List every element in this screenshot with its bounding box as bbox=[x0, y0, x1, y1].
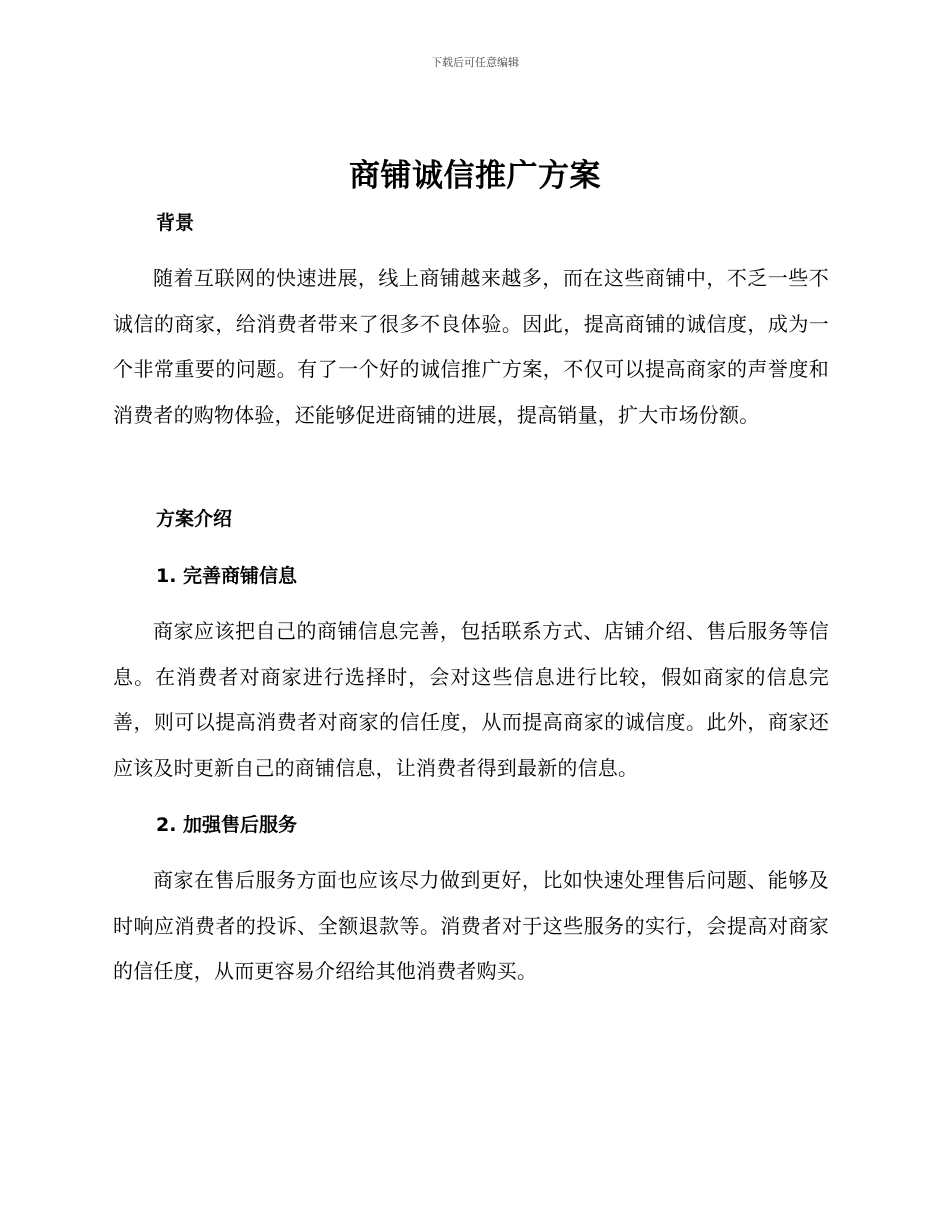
document-title: 商铺诚信推广方案 bbox=[349, 158, 601, 194]
section-heading-background: 背景 bbox=[156, 212, 195, 234]
section-heading-item-2: 2. 加强售后服务 bbox=[156, 814, 298, 836]
paragraph-background: 随着互联网的快速进展，线上商铺越来越多，而在这些商铺中，不乏一些不诚信的商家，给消费者带来了很多不良体验。因此，提高商铺的诚信度，成为一个非常重要的问题。有了一个好的诚信推广方案，不仅可以提高商家的声誉度和消费者的购物体验，还能够促进商铺的进展，提高销量，扩大市场份额。 bbox=[113, 266, 829, 427]
page-header-note: 下载后可任意编辑 bbox=[431, 56, 519, 69]
section-heading-item-1: 1. 完善商铺信息 bbox=[156, 565, 298, 587]
paragraph-item-2: 商家在售后服务方面也应该尽力做到更好，比如快速处理售后问题、能够及时响应消费者的投诉、全额退款等。消费者对于这些服务的实行，会提高对商家的信任度，从而更容易介绍给其他消费者购买。 bbox=[113, 868, 829, 983]
section-heading-plan-intro: 方案介绍 bbox=[156, 508, 233, 530]
paragraph-item-1: 商家应该把自己的商铺信息完善，包括联系方式、店铺介绍、售后服务等信息。在消费者对商家进行选择时，会对这些信息进行比较，假如商家的信息完善，则可以提高消费者对商家的信任度，从而提高商家的诚信度。此外，商家还应该及时更新自己的商铺信息，让消费者得到最新的信息。 bbox=[113, 619, 829, 780]
